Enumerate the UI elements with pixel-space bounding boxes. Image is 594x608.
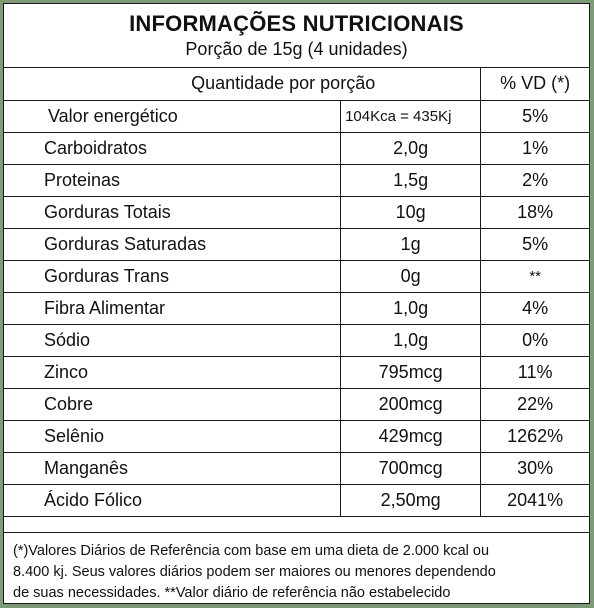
nutrient-vd: 0% <box>481 324 589 356</box>
nutrient-name: Ácido Fólico <box>4 484 341 516</box>
nutrient-name: Proteinas <box>4 164 341 196</box>
nutrient-quantity: 1,5g <box>341 164 481 196</box>
nutrient-vd: 18% <box>481 196 589 228</box>
nutrient-quantity: 200mcg <box>341 388 481 420</box>
nutrient-name: Manganês <box>4 452 341 484</box>
table-row <box>4 452 589 484</box>
nutrient-vd: 11% <box>481 356 589 388</box>
nutrient-vd: 2% <box>481 164 589 196</box>
nutrient-quantity: 104Kca = 435Kj <box>341 100 481 132</box>
nutrient-vd: 5% <box>481 228 589 260</box>
nutrient-vd: 5% <box>481 100 589 132</box>
serving-size: Porção de 15g (4 unidades) <box>185 39 408 59</box>
nutrient-quantity: 795mcg <box>341 356 481 388</box>
nutrient-quantity: 1,0g <box>341 324 481 356</box>
nutrient-vd: 30% <box>481 452 589 484</box>
nutrient-vd: 2041% <box>481 484 589 516</box>
nutrient-name: Selênio <box>4 420 341 452</box>
nutrient-quantity: 0g <box>341 260 481 292</box>
nutrient-vd: 22% <box>481 388 589 420</box>
nutrient-name: Zinco <box>4 356 341 388</box>
nutrient-name: Cobre <box>4 388 341 420</box>
nutrition-facts-panel <box>3 3 590 604</box>
table-row <box>4 292 589 324</box>
nutrition-table <box>4 67 589 517</box>
nutrient-vd: 1262% <box>481 420 589 452</box>
nutrient-vd: ** <box>481 260 589 292</box>
nutrient-name: Fibra Alimentar <box>4 292 341 324</box>
nutrient-name: Valor energético <box>4 100 341 132</box>
table-row <box>4 196 589 228</box>
nutrient-name: Carboidratos <box>4 132 341 164</box>
table-row <box>4 388 589 420</box>
footnote <box>4 532 589 603</box>
table-header-row <box>4 67 589 100</box>
nutrient-quantity: 2,0g <box>341 132 481 164</box>
nutrient-quantity: 700mcg <box>341 452 481 484</box>
table-row <box>4 260 589 292</box>
table-row <box>4 420 589 452</box>
nutrient-name: Gorduras Saturadas <box>4 228 341 260</box>
column-header-vd: % VD (*) <box>481 67 589 100</box>
nutrition-title: INFORMAÇÕES NUTRICIONAIS <box>129 11 464 36</box>
table-row <box>4 484 589 516</box>
nutrient-quantity: 10g <box>341 196 481 228</box>
table-row <box>4 324 589 356</box>
nutrient-quantity: 1g <box>341 228 481 260</box>
nutrient-quantity: 1,0g <box>341 292 481 324</box>
footnote-line: (*)Valores Diários de Referência com base em uma dieta de 2.000 kcal ou <box>13 543 490 559</box>
nutrient-name: Sódio <box>4 324 341 356</box>
nutrient-quantity: 2,50mg <box>341 484 481 516</box>
nutrient-vd: 1% <box>481 132 589 164</box>
footnote-line: de suas necessidades. **Valor diário de referência não estabelecido <box>13 585 451 601</box>
table-row <box>4 356 589 388</box>
nutrition-header <box>4 4 589 68</box>
table-row <box>4 228 589 260</box>
table-row <box>4 132 589 164</box>
nutrient-name: Gorduras Totais <box>4 196 341 228</box>
nutrient-name: Gorduras Trans <box>4 260 341 292</box>
table-row <box>4 100 589 132</box>
nutrient-quantity: 429mcg <box>341 420 481 452</box>
nutrient-vd: 4% <box>481 292 589 324</box>
table-row <box>4 164 589 196</box>
footnote-line: 8.400 kj. Seus valores diários podem ser maiores ou menores dependendo <box>13 564 496 580</box>
column-header-quantity: Quantidade por porção <box>4 67 481 100</box>
